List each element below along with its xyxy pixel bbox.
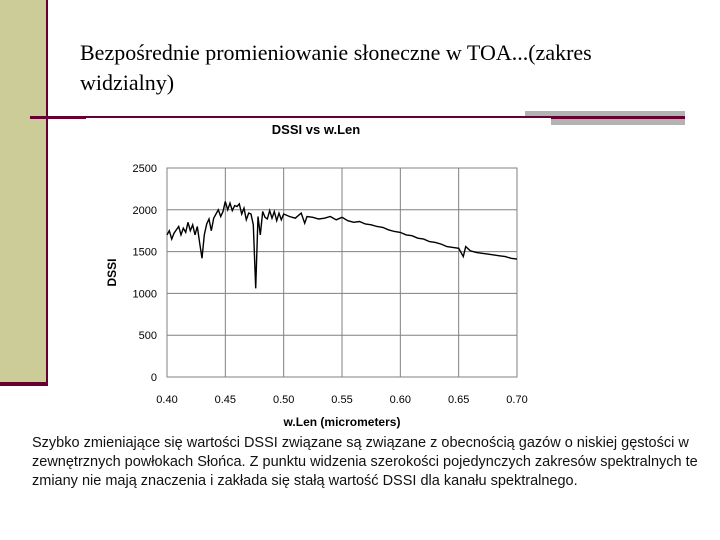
slide-title: Bezpośrednie promieniowanie słoneczne w TOA...(zakres widzialny) xyxy=(80,40,592,95)
x-tick-label: 0.55 xyxy=(331,394,353,406)
x-tick-label: 0.65 xyxy=(447,394,470,406)
left-accent-bar-edge xyxy=(46,0,48,386)
x-tick-label: 0.70 xyxy=(506,394,528,406)
y-tick-label: 2500 xyxy=(132,163,157,175)
chart-grid xyxy=(167,168,517,377)
x-tick-label: 0.45 xyxy=(214,394,237,406)
x-tick-label: 0.40 xyxy=(156,394,178,406)
y-tick-labels xyxy=(133,163,157,384)
x-tick-label: 0.50 xyxy=(272,394,295,406)
left-accent-bar-foot xyxy=(0,382,48,386)
dssi-chart xyxy=(86,118,551,436)
left-accent-bar xyxy=(0,0,46,385)
y-tick-label: 2000 xyxy=(132,204,157,217)
x-tick-label: 0.60 xyxy=(389,394,412,406)
chart-title: DSSI vs w.Len xyxy=(271,122,361,137)
y-axis-label: DSSI xyxy=(105,258,119,287)
x-axis-label: w.Len (micrometers) xyxy=(283,415,401,429)
y-tick-label: 500 xyxy=(138,330,157,343)
x-tick-labels xyxy=(156,394,527,406)
y-tick-label: 1500 xyxy=(132,246,157,259)
y-tick-label: 1000 xyxy=(132,288,157,301)
slide-caption: Szybko zmieniające się wartości DSSI związane są związane z obecnością gazów o niskiej gęstości w zewnętrznych powłokach Słońca. Z punktu widzenia szerokości pojedynczych zakresów spektralnych te zmiany nie mają znaczenia i zakłada się stałą wartość DSSI dla kanału spektralnego. xyxy=(32,435,698,489)
y-tick-label: 0 xyxy=(150,372,157,384)
